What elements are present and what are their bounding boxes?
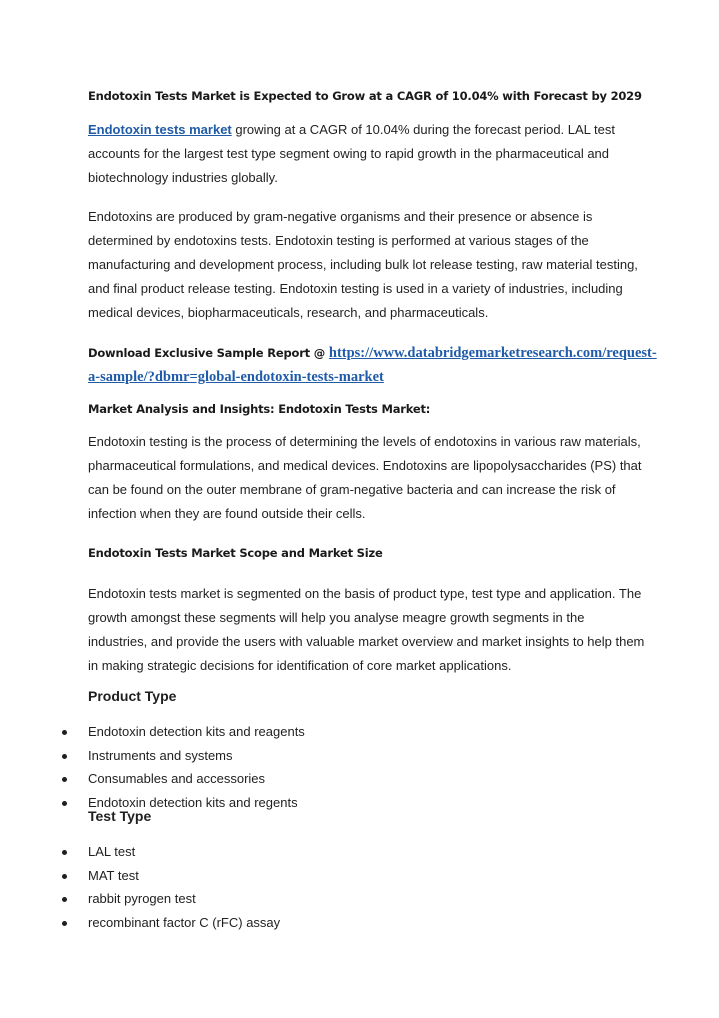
scope-heading: Endotoxin Tests Market Scope and Market Size [88,546,383,560]
product-type-item-4: Endotoxin detection kits and regents [88,794,298,810]
test-type-heading: Test Type [88,808,152,824]
intro-line-3: biotechnology industries globally. [88,170,278,185]
analysis-line-2: pharmaceutical formulations, and medical devices. Endotoxins are lipopolysaccharides (PS) that [88,458,642,473]
endotoxins-paragraph [88,205,648,325]
test-type-item-1: LAL test [88,844,136,859]
product-type-heading: Product Type [88,688,177,704]
list-item [0,840,719,864]
sample-report-link-part-2[interactable]: a-sample/?dbmr=global-endotoxin-tests-market [88,369,384,385]
download-line-2 [88,365,648,389]
bullet-icon [62,730,67,735]
scope-line-4: in making strategic decisions for identification of core market applications. [88,658,512,673]
para2-line-5: medical devices, biopharmaceuticals, research, and pharmaceuticals. [88,305,489,320]
list-item [0,744,719,768]
bullet-icon [62,777,67,782]
test-type-list [0,840,719,934]
analysis-line-1: Endotoxin testing is the process of determining the levels of endotoxins in various raw materials, [88,434,641,449]
bullet-icon [62,874,67,879]
list-item [0,767,719,791]
sample-report-link-part-1[interactable]: https://www.databridgemarketresearch.com/request- [328,345,657,361]
product-type-item-2: Instruments and systems [88,747,233,763]
bullet-icon [62,850,67,855]
test-type-item-2: MAT test [88,867,139,883]
download-sample-block [88,341,657,389]
intro-line-1-text: growing at a CAGR of 10.04% during the forecast period. LAL test [231,122,615,137]
test-type-item-3: rabbit pyrogen test [88,891,196,906]
product-type-item-3: Consumables and accessories [88,771,266,786]
scope-paragraph [88,582,648,678]
scope-line-2: growth amongst these segments will help you analyse meagre growth segments in the [88,610,585,625]
bullet-icon [62,801,67,806]
list-item [0,911,719,935]
bullet-icon [62,897,67,902]
test-type-item-4: recombinant factor C (rFC) assay [88,914,281,930]
intro-line-2: accounts for the largest test type segment owing to rapid growth in the pharmaceutical and [88,146,610,161]
para2-line-3: manufacturing and development process, including bulk lot release testing, raw material testing, [88,257,638,272]
analysis-line-4: infection when they are found outside their cells. [88,506,366,521]
analysis-paragraph [88,430,648,526]
para2-line-2: determined by endotoxins tests. Endotoxin testing is performed at various stages of the [88,233,589,248]
download-label: Download Exclusive Sample Report @ [88,346,329,360]
intro-paragraph [88,118,648,190]
analysis-heading: Market Analysis and Insights: Endotoxin Tests Market: [88,402,431,416]
list-item [0,864,719,888]
document-title: Endotoxin Tests Market is Expected to Grow at a CAGR of 10.04% with Forecast by 2029 [88,89,642,103]
endotoxin-market-link[interactable]: Endotoxin tests market [88,122,232,137]
download-line-1 [88,341,657,365]
list-item [0,887,719,911]
list-item [0,720,719,744]
bullet-icon [62,754,67,759]
para2-line-4: and final product release testing. Endotoxin testing is used in a variety of industries, including [88,281,623,296]
analysis-line-3: can be found on the outer membrane of gram-negative bacteria and can increase the risk of [88,482,616,497]
para2-line-1: Endotoxins are produced by gram-negative organisms and their presence or absence is [88,209,593,224]
scope-line-1: Endotoxin tests market is segmented on the basis of product type, test type and application. The [88,586,642,601]
product-type-list [0,720,719,814]
product-type-item-1: Endotoxin detection kits and reagents [88,724,305,739]
bullet-icon [62,921,67,926]
intro-line-1 [88,118,648,142]
scope-line-3: industries, and provide the users with valuable market overview and market insights to help them [88,634,645,649]
